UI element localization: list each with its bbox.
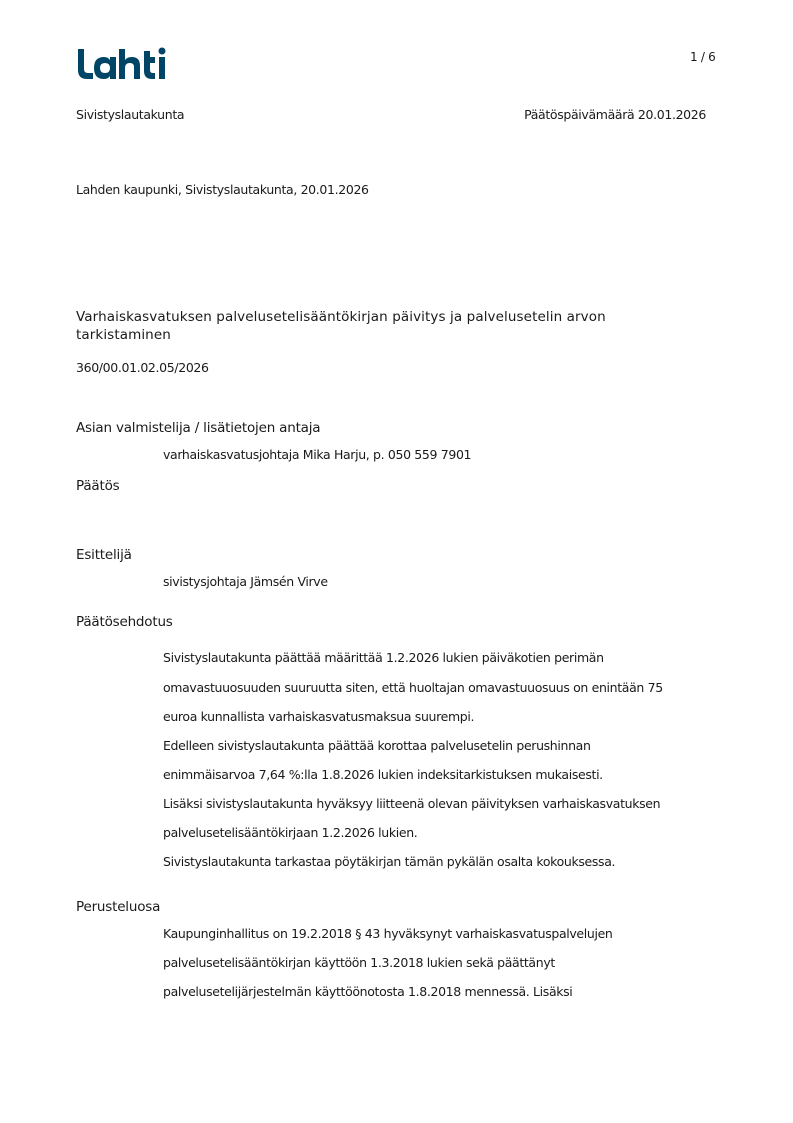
department-name: Sivistyslautakunta [76,107,185,122]
document-title-line1: Varhaiskasvatuksen palvelusetelisääntökirjan päivitys ja palvelusetelin arvon [76,309,606,325]
lahti-logo [76,46,168,82]
decision-date: Päätöspäivämäärä 20.01.2026 [524,107,706,122]
proposal-line: Edelleen sivistyslautakunta päättää korottaa palvelusetelin perushinnan [163,738,591,753]
presenter-heading: Esittelijä [76,547,132,563]
preparer-heading: Asian valmistelija / lisätietojen antaja [76,420,321,436]
proposal-line: enimmäisarvoa 7,64 %:lla 1.8.2026 lukien indeksitarkistuksen mukaisesti. [163,767,603,782]
proposal-line: euroa kunnallista varhaiskasvatusmaksua suurempi. [163,709,475,724]
lahti-logo-mark [76,46,168,80]
proposal-line: omavastuuosuuden suuruutta siten, että huoltajan omavastuuosuus on enintään 75 [163,680,663,695]
rationale-line: palvelusetelisääntökirjan käyttöön 1.3.2018 lukien sekä päättänyt [163,955,555,970]
proposal-line: Sivistyslautakunta tarkastaa pöytäkirjan tämän pykälän osalta kokouksessa. [163,854,616,869]
proposal-line: Lisäksi sivistyslautakunta hyväksyy liitteenä olevan päivityksen varhaiskasvatuksen [163,796,661,811]
decision-heading: Päätös [76,478,120,494]
preparer-text: varhaiskasvatusjohtaja Mika Harju, p. 050 559 7901 [163,447,472,462]
rationale-line: Kaupunginhallitus on 19.2.2018 § 43 hyväksynyt varhaiskasvatuspalvelujen [163,926,613,941]
document-title-line2: tarkistaminen [76,327,171,343]
proposal-line: Sivistyslautakunta päättää määrittää 1.2.2026 lukien päiväkotien perimän [163,650,604,665]
reference-number: 360/00.01.02.05/2026 [76,360,209,375]
presenter-text: sivistysjohtaja Jämsén Virve [163,574,328,589]
rationale-line: palvelusetelijärjestelmän käyttöönotosta 1.8.2018 mennessä. Lisäksi [163,984,573,999]
page-number: 1 / 6 [690,50,716,64]
meeting-line: Lahden kaupunki, Sivistyslautakunta, 20.01.2026 [76,182,369,197]
proposal-line: palvelusetelisääntökirjaan 1.2.2026 lukien. [163,825,418,840]
rationale-heading: Perusteluosa [76,899,161,915]
proposal-heading: Päätösehdotus [76,614,173,630]
